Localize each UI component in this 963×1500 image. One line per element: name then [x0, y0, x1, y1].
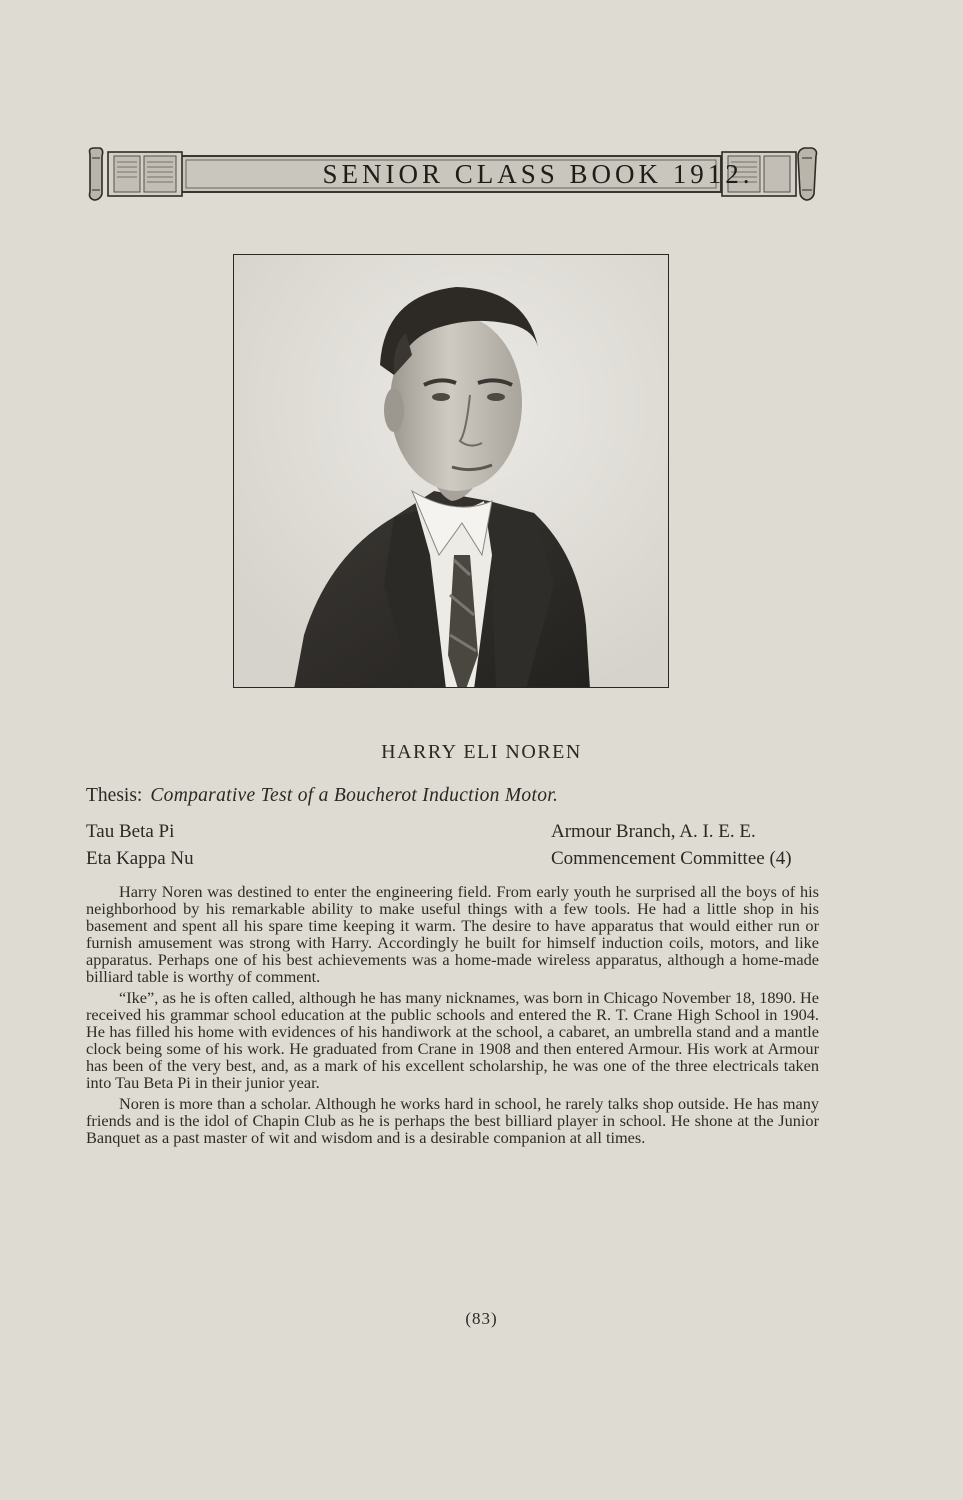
portrait-photo [233, 254, 669, 688]
honor-item: Armour Branch, A. I. E. E. [551, 821, 756, 842]
student-name: HARRY ELI NOREN [381, 741, 582, 763]
left-scroll-ornament [90, 148, 183, 200]
bio-paragraph: Noren is more than a scholar. Although he works hard in school, he rarely talks shop outside. He has many friends and is the idol of Chapin Club as he is perhaps the best billiard player in school. He shone at the Junior Banquet as a past master of wit and wisdom and is a desirable companion at all times. [86, 1094, 819, 1147]
header-banner [86, 146, 820, 202]
page-number: (83) [465, 1309, 498, 1328]
bio-paragraph: “Ike”, as he is often called, although he has many nicknames, was born in Chicago November 18, 1890. He received his grammar school education at the public schools and entered the R. T. Crane High School in 1904. He has filled his home with evidences of his handiwork at the school, a cabaret, an umbrella stand and a mantle clock being some of his work. He graduated from Crane in 1908 and then entered Armour. His work at Armour has been of the very best, and, as a mark of his excellent scholarship, he was one of the three electricals taken into Tau Beta Pi in their junior year. [86, 988, 819, 1092]
honor-item: Tau Beta Pi [86, 821, 175, 842]
thesis-line [86, 785, 558, 807]
honor-item: Eta Kappa Nu [86, 848, 194, 869]
banner-title: SENIOR CLASS BOOK 1912. [322, 158, 754, 189]
portrait-illustration [234, 255, 669, 688]
honor-item: Commencement Committee (4) [551, 848, 792, 869]
bio-paragraph: Harry Noren was destined to enter the engineering field. From early youth he surprised all the boys of his neighborhood by his remarkable ability to make useful things with a few tools. He had a little shop in his basement and spent all his spare time keeping it warm. The desire to have apparatus that would either run or furnish amusement was strong with Harry. Accordingly he built for himself induction coils, motors, and like apparatus. Perhaps one of his best achievements was a home-made wireless apparatus, although a home-made billiard table is worthy of comment. [86, 882, 819, 986]
honors-left [86, 818, 194, 872]
biography [86, 883, 819, 1150]
honors-right [551, 818, 792, 872]
thesis-label: Thesis: [86, 785, 143, 806]
thesis-title: Comparative Test of a Boucherot Induction Motor. [150, 785, 559, 806]
